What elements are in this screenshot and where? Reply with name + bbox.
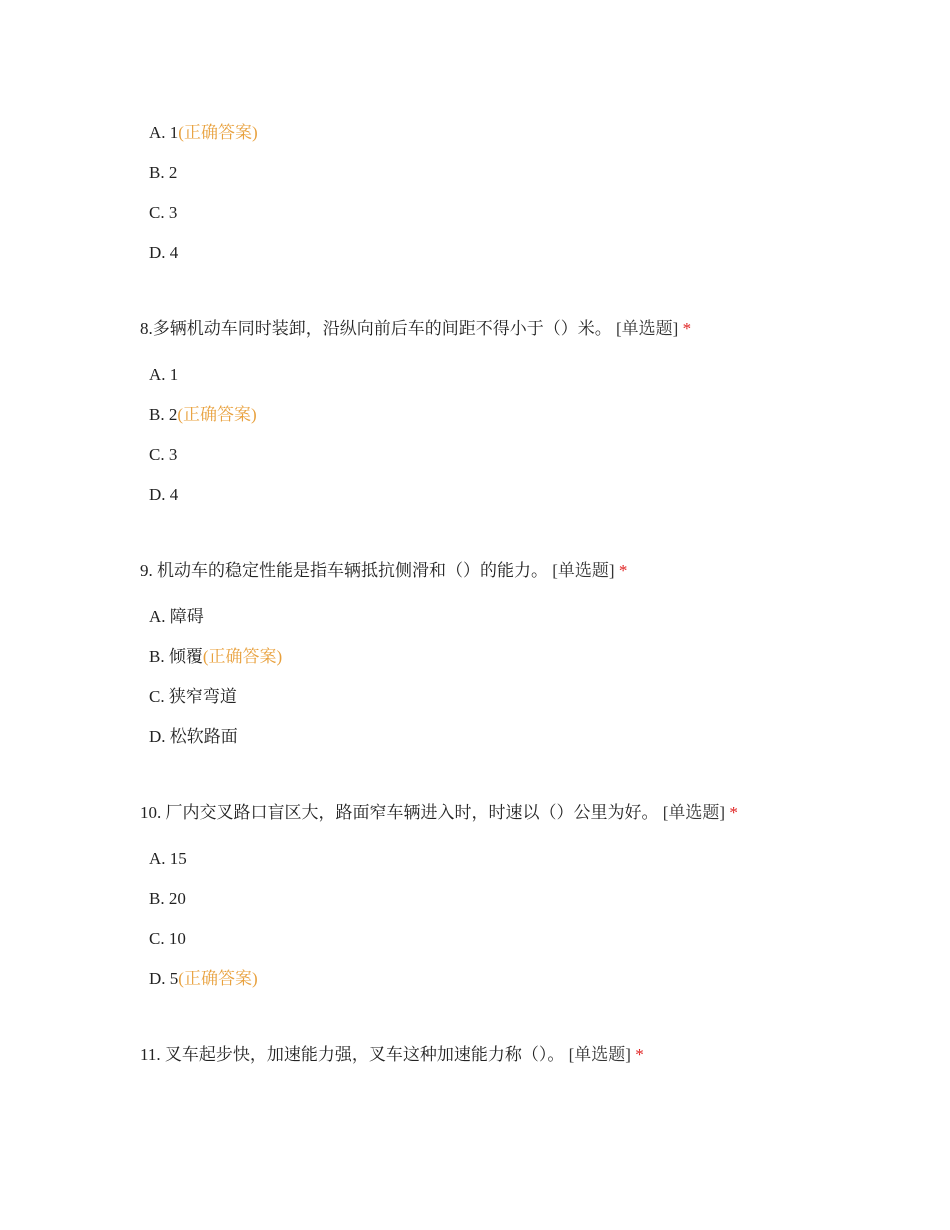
q9-option-a xyxy=(149,605,204,629)
question-type-tag: [单选题] xyxy=(616,319,679,338)
option-label: B. 2 xyxy=(149,163,178,182)
q9-option-c xyxy=(149,685,237,709)
required-mark: * xyxy=(635,1045,644,1064)
q9-option-d xyxy=(149,725,238,749)
option-label: D. 5 xyxy=(149,969,179,988)
question-text: 10. 厂内交叉路口盲区大，路面窄车辆进入时，时速以（）公里为好。 xyxy=(140,803,659,822)
q8-option-b xyxy=(149,403,257,427)
q9-title xyxy=(140,559,627,583)
required-mark: * xyxy=(618,561,628,580)
correct-answer-tag: (正确答案) xyxy=(178,969,258,988)
question-text: 9. 机动车的稳定性能是指车辆抵抗侧滑和（）的能力。 xyxy=(140,561,548,580)
q9-option-b xyxy=(149,645,282,669)
q8-option-a xyxy=(149,363,178,387)
question-text: 11. 叉车起步快，加速能力强，叉车这种加速能力称（）。 xyxy=(140,1045,565,1064)
correct-answer-tag: (正确答案) xyxy=(178,123,258,142)
question-text: 8.多辆机动车同时装卸，沿纵向前后车的间距不得小于（）米。 xyxy=(140,319,612,338)
q11-title xyxy=(140,1043,644,1067)
option-label: C. 3 xyxy=(149,203,178,222)
question-type-tag: [单选题] xyxy=(662,803,726,822)
required-mark: * xyxy=(682,319,692,338)
option-label: C. 狭窄弯道 xyxy=(149,687,237,706)
q10-title xyxy=(140,801,738,825)
option-label: C. 3 xyxy=(149,445,178,464)
q7-option-b xyxy=(149,161,177,185)
q10-option-d xyxy=(149,967,258,991)
q10-option-b xyxy=(149,887,186,911)
q10-option-c xyxy=(149,927,186,951)
option-label: B. 倾覆 xyxy=(149,647,203,666)
q8-option-c xyxy=(149,443,177,467)
option-label: D. 4 xyxy=(149,243,179,262)
option-label: B. 2 xyxy=(149,405,178,424)
correct-answer-tag: (正确答案) xyxy=(202,647,283,666)
q7-option-a xyxy=(149,121,258,145)
q7-option-c xyxy=(149,201,177,225)
option-label: A. 1 xyxy=(149,365,179,384)
question-type-tag: [单选题] xyxy=(552,561,615,580)
q8-option-d xyxy=(149,483,178,507)
correct-answer-tag: (正确答案) xyxy=(177,405,257,424)
q7-option-d xyxy=(149,241,178,265)
option-label: A. 1 xyxy=(149,123,179,142)
option-label: A. 障碍 xyxy=(149,607,204,626)
q8-title xyxy=(140,317,691,341)
option-label: D. 松软路面 xyxy=(149,727,238,746)
option-label: B. 20 xyxy=(149,889,186,908)
option-label: D. 4 xyxy=(149,485,179,504)
q10-option-a xyxy=(149,847,187,871)
required-mark: * xyxy=(729,803,738,822)
question-type-tag: [单选题] xyxy=(568,1045,631,1064)
option-label: A. 15 xyxy=(149,849,187,868)
option-label: C. 10 xyxy=(149,929,186,948)
